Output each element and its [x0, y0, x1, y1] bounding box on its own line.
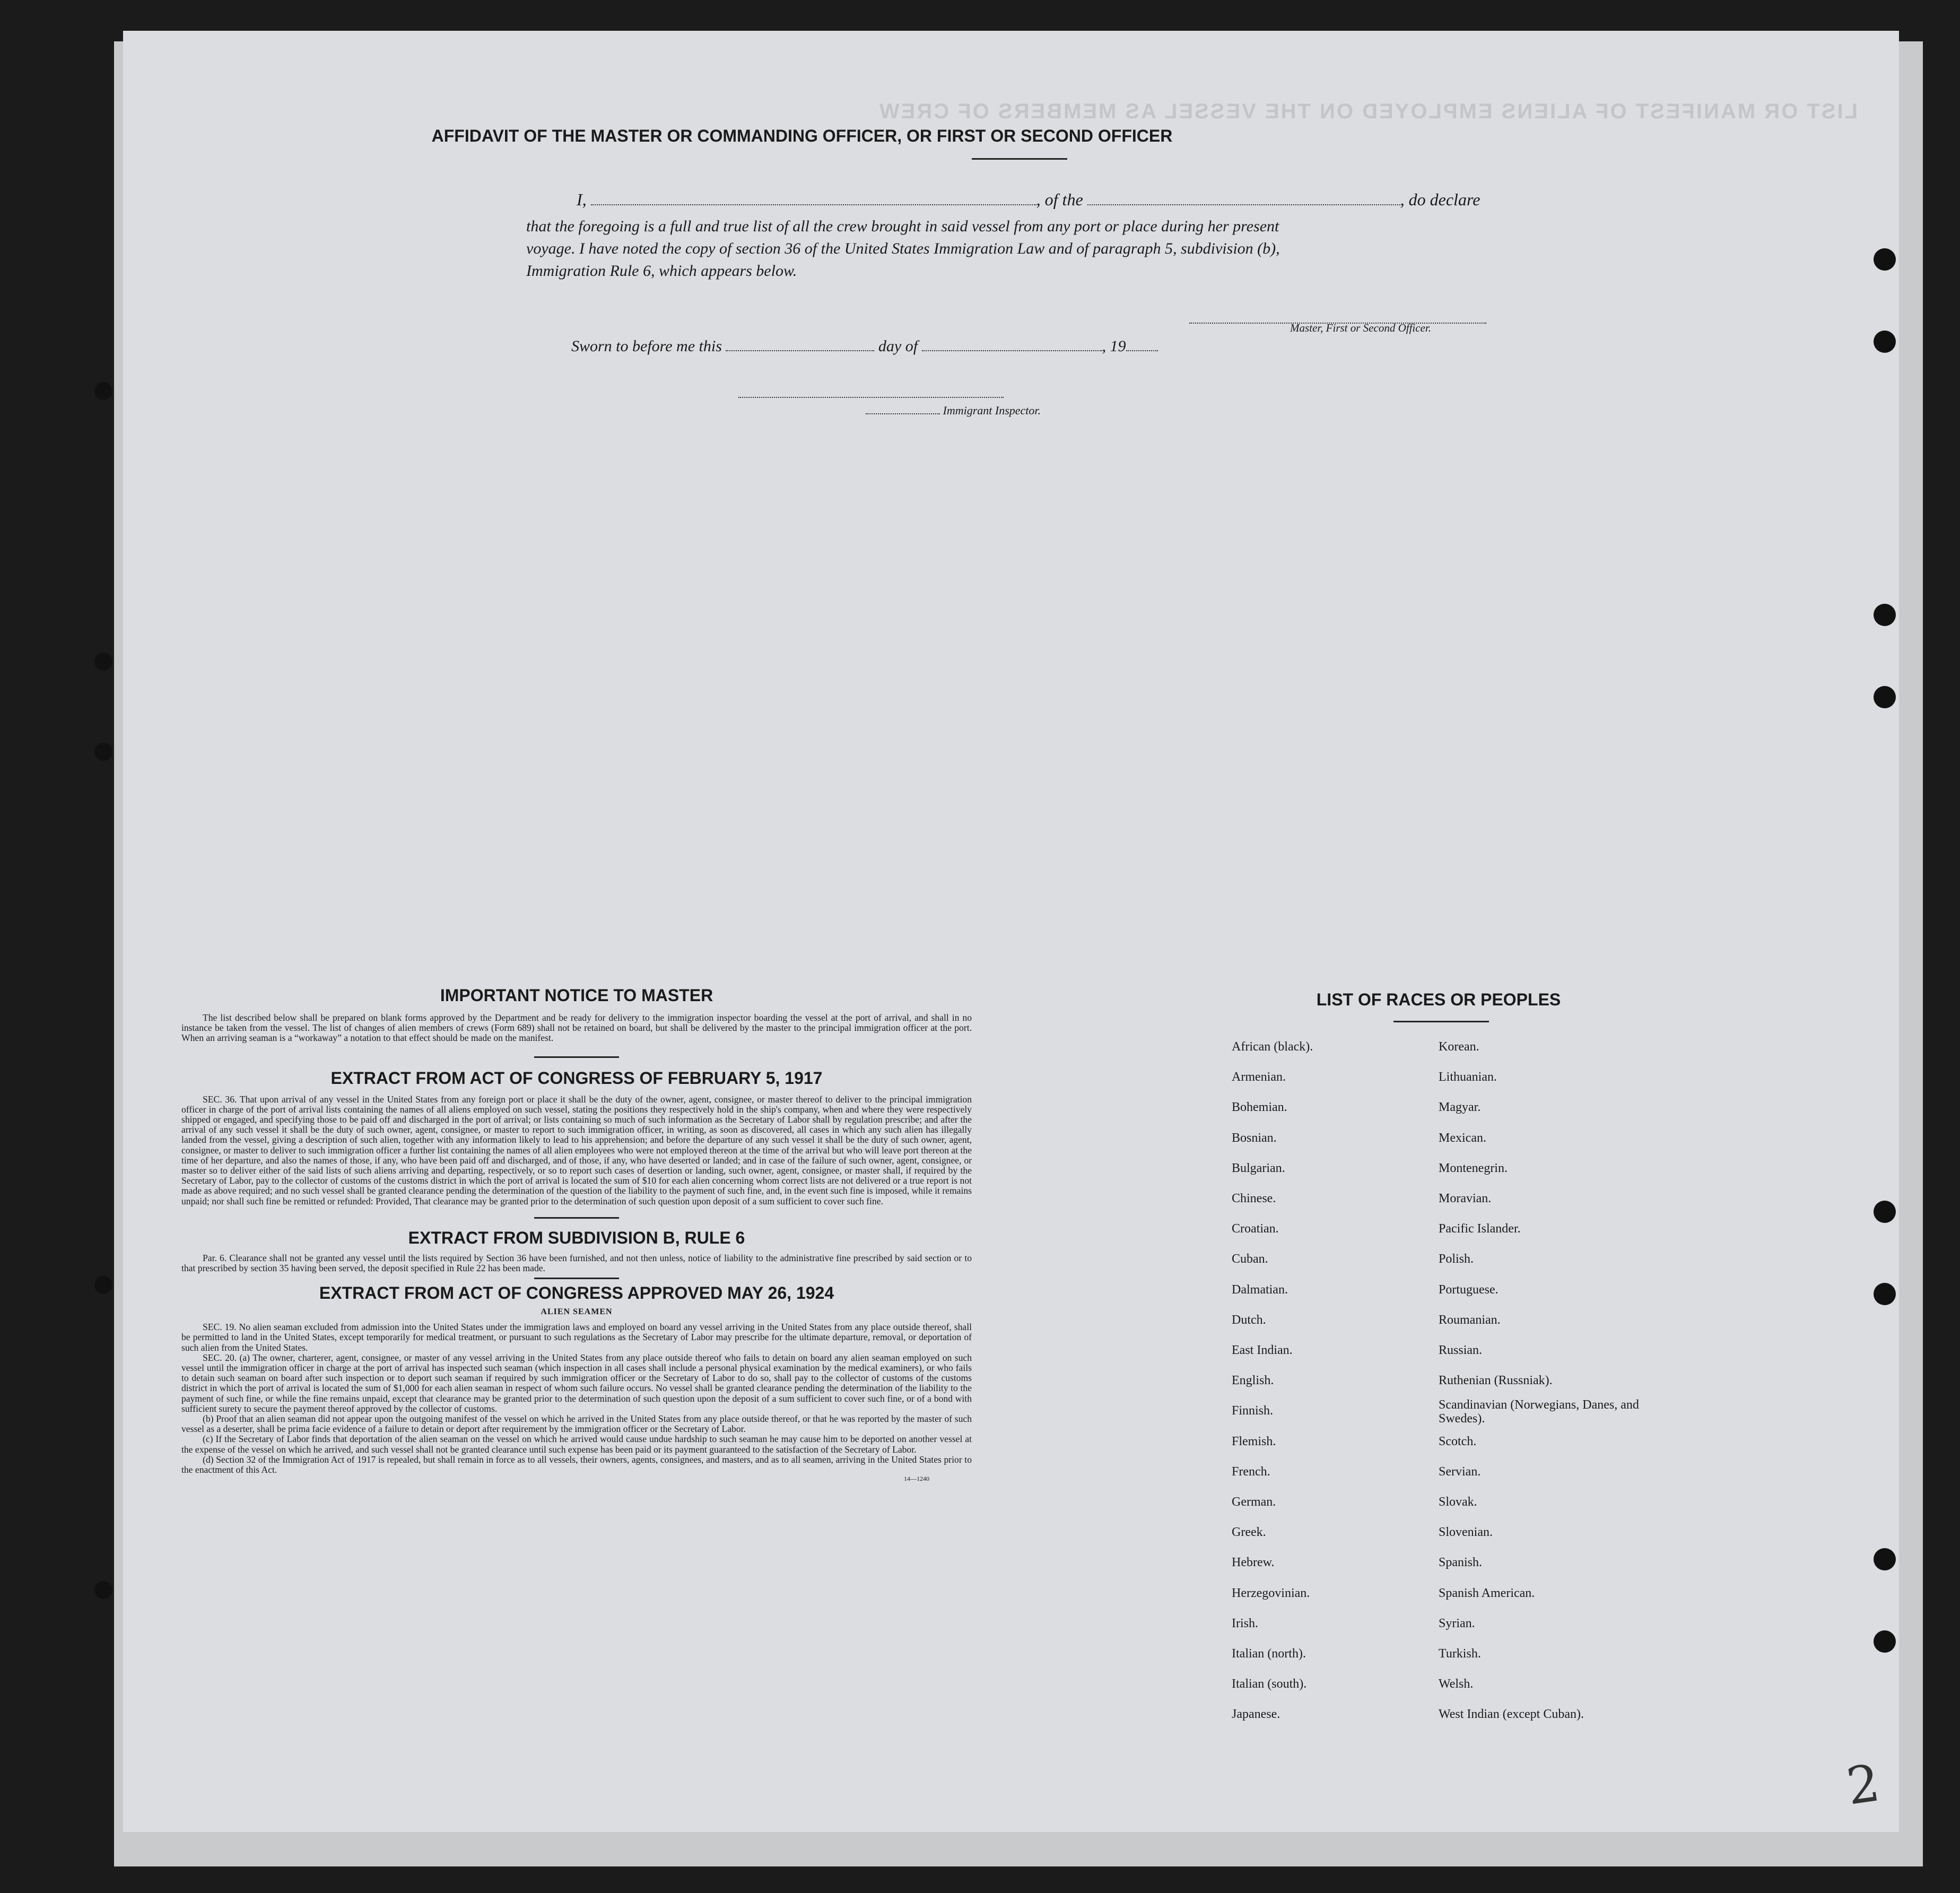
race-item: Spanish American. — [1439, 1586, 1535, 1600]
notice-body: The list described below shall be prepared on blank forms approved by the Department and be ready for delivery to the immigration inspector boarding the vessel at the port of arrival, and shall in no instance be taken from the vessel. The list of changes of alien members of crews (Form 689) shall not be retained on board, but shall be delivered by the master to the principal immigration officer at the port. When an arriving seaman is a “workaway” a notation to that effect should be made on the manifest. — [181, 1012, 972, 1044]
handwritten-page-number: 2 — [1843, 1753, 1884, 1817]
race-item: Russian. — [1439, 1343, 1483, 1358]
race-item: Portuguese. — [1439, 1282, 1499, 1297]
extract-1924-sec20a: SEC. 20. (a) The owner, charterer, agent, consignee, or master of any vessel arriving in the United States from any place outside thereof who fails to detain on board any alien seaman employed on such vessel until the immigration officer in charge at the port of arrival has inspected such seaman (which inspection in all cases shall include a personal physical examination by the medical examiners), or who fails to detain such seaman on board after such inspection or to deport such seaman if required by such immigration officer or the Secretary of Labor to do so, shall pay to the collector of customs of the customs district in which the port of arrival is located the sum of $1,000 for each alien seaman in respect of whom such failure occurs. No vessel shall be granted clearance pending the determination of the liability to the payment of such fine, or while the fine remains unpaid, except that clearance may be granted prior to the determination of such question upon the deposit of a sum sufficient to cover such fine, or of a bond with sufficient surety to secure the payment thereof approved by the collector of customs. — [181, 1352, 972, 1414]
race-item: Bulgarian. — [1232, 1161, 1285, 1175]
race-item: Syrian. — [1439, 1616, 1475, 1630]
race-item: Bosnian. — [1232, 1131, 1277, 1145]
race-item: Montenegrin. — [1439, 1161, 1508, 1175]
race-item: African (black). — [1232, 1040, 1313, 1054]
race-item: Ruthenian (Russniak). — [1439, 1374, 1553, 1388]
race-item: Cuban. — [1232, 1252, 1268, 1266]
race-item: West Indian (except Cuban). — [1439, 1707, 1584, 1722]
race-item: Irish. — [1232, 1616, 1258, 1630]
punch-hole-icon — [1874, 604, 1896, 626]
races-right-list — [1439, 1032, 1640, 1730]
bleed-through-text: LIST OR MANIFEST OF ALIENS EMPLOYED ON THE VESSEL AS MEMBERS OF CREW — [877, 100, 1858, 123]
race-item: English. — [1232, 1374, 1274, 1388]
race-item: Armenian. — [1232, 1070, 1286, 1084]
race-item: Korean. — [1439, 1040, 1479, 1054]
form-number: 14—1240 — [904, 1475, 929, 1483]
punch-hole-icon — [94, 1581, 112, 1599]
inspector-signature-line[interactable] — [738, 386, 1004, 398]
punch-hole-icon — [94, 382, 112, 400]
race-item: Scandinavian (Norwegians, Danes, and Swedes). — [1439, 1398, 1639, 1426]
vessel-field[interactable] — [1087, 204, 1400, 205]
rule6-body: Par. 6. Clearance shall not be granted any vessel until the lists required by Section 36 have been furnished, and not then unless, notice of liability to the administrative fine prescribed by said section or to that prescribed by section 35 having been served, the deposit specified in Rule 22 has been made. — [181, 1252, 972, 1274]
affidavit-line-4: Immigration Rule 6, which appears below. — [526, 262, 797, 280]
race-item: Croatian. — [1232, 1222, 1279, 1236]
manifest-page — [123, 31, 1899, 1832]
affidavit-line-1: I, , of the , do declare — [577, 190, 1480, 209]
race-item: Moravian. — [1439, 1192, 1492, 1206]
race-item: Japanese. — [1232, 1707, 1280, 1722]
race-item: Lithuanian. — [1439, 1070, 1497, 1084]
extract-1924-sec20c: (c) If the Secretary of Labor finds that deportation of the alien seaman on the vessel on which he arrived would cause undue hardship to such seaman he may cause him to be deported on another vessel at the expense of the vessel on which he arrived, and such vessel shall not be granted clearance until such expense has been paid or its payment guaranteed to the satisfaction of the Secretary of Labor. — [181, 1434, 972, 1455]
extract-1917-body: SEC. 36. That upon arrival of any vessel in the United States from any foreign port or place it shall be the duty of the owner, agent, consignee, or master thereof to deliver to the principal immigration officer in charge of the port of arrival lists containing the names of all aliens employed on such vessel, stating the positions they respectively hold in the ship's company, when and where they were respectively shipped or engaged, and specifying those to be paid off and discharged in the port of arrival; or lists containing so much of such information as the Secretary of Labor shall by regulation prescribe; and after the arrival of any such vessel it shall be the duty of such owner, agent, consignee, or master to report to such immigration officer, in writing, as soon as discovered, all cases in which any such alien has illegally landed from the vessel, giving a description of such alien, together with any information likely to lead to his apprehension; and before the departure of any such vessel it shall be the duty of such owner, agent, consignee, or master to deliver to such immigration officer a further list containing the names of all alien employees who were not employed thereon at the time of the arrival but who will leave port thereon at the time of her departure, and also the names of those, if any, who have been paid off and discharged, and of those, if any, who have deserted or landed; and in case of the failure of such owner, agent, consignee, or master so to deliver either of the said lists of such aliens arriving and departing, respectively, or so to report such cases of desertion or landing, such owner, agent, consignee, or master shall, if required by the Secretary of Labor, pay to the collector of customs of the customs district in which the port of arrival is located the sum of $10 for each alien concerning whom correct lists are not delivered or a true report is not made as above required; and no such vessel shall be granted clearance pending the determination of the question of the liability to the payment of such fine, and, in the event such fine is imposed, while it remains unpaid; nor shall such fine be remitted or refunded: Provided, That clearance may be granted prior to the determination of such question upon deposit of a sum sufficient to cover such fine. — [181, 1093, 972, 1206]
affidavit-title: AFFIDAVIT OF THE MASTER OR COMMANDING OFFICER, OR FIRST OR SECOND OFFICER — [431, 126, 1173, 145]
race-item: Italian (north). — [1232, 1647, 1306, 1661]
extract-1924-sec19: SEC. 19. No alien seaman excluded from admission into the United States under the immigration laws and employed on board any vessel arriving in the United States from any place outside thereof, shall be permitted to land in the United States, except temporarily for medical treatment, or pursuant to such regulations as the Secretary of Labor may prescribe for the ultimate departure, removal, or deportation of such alien from the United States. — [181, 1322, 972, 1353]
races-left-list — [1232, 1032, 1433, 1730]
race-item: Greek. — [1232, 1525, 1266, 1540]
extract-1924-sec20d: (d) Section 32 of the Immigration Act of 1917 is repealed, but shall remain in force as to all vessels, their owners, agents, consignees, and masters, and as to all seamen, arriving in the United States prior to the enactment of this Act. — [181, 1454, 972, 1475]
race-item: Turkish. — [1439, 1647, 1481, 1661]
race-item: Pacific Islander. — [1439, 1222, 1521, 1236]
race-item: Bohemian. — [1232, 1100, 1287, 1115]
race-item: Magyar. — [1439, 1100, 1481, 1115]
extract-1924-title: EXTRACT FROM ACT OF CONGRESS APPROVED MAY 26, 1924 — [319, 1283, 834, 1303]
race-item: Roumanian. — [1439, 1313, 1501, 1327]
extract-1924-sec20b: (b) Proof that an alien seaman did not appear upon the outgoing manifest of the vessel on which he arrived in the United States from any place outside thereof, or that he was reported by the master of such vessel as a deserter, shall be prima facie evidence of a failure to detain or deport after requirement by the immigration officer or the Secretary of Labor. — [181, 1413, 972, 1435]
divider — [534, 1056, 619, 1058]
punch-hole-icon — [1874, 1201, 1896, 1223]
race-item: Flemish. — [1232, 1434, 1276, 1448]
rule6-title: EXTRACT FROM SUBDIVISION B, RULE 6 — [408, 1228, 745, 1247]
punch-hole-icon — [1874, 1630, 1896, 1653]
extract-1917-title: EXTRACT FROM ACT OF CONGRESS OF FEBRUARY 5, 1917 — [330, 1068, 823, 1088]
notices-column — [181, 986, 972, 1483]
race-item: Chinese. — [1232, 1192, 1276, 1206]
inspector-dots — [866, 413, 940, 414]
affidavit-line-2: that the foregoing is a full and true list of all the crew brought in said vessel from any port or place during her present — [526, 218, 1279, 235]
sworn-day-field[interactable] — [726, 350, 874, 351]
race-item: Servian. — [1439, 1464, 1481, 1479]
race-item: Italian (south). — [1232, 1677, 1307, 1691]
sworn-month-field[interactable] — [922, 350, 1102, 351]
punch-hole-icon — [1874, 331, 1896, 353]
sworn-year-field[interactable] — [1126, 350, 1158, 351]
race-item: Scotch. — [1439, 1434, 1477, 1448]
sworn-line: Sworn to before me this day of , 19 — [571, 337, 1158, 355]
punch-hole-icon — [1874, 248, 1896, 271]
affidavit-line-3: voyage. I have noted the copy of section 36 of the United States Immigration Law and of paragraph 5, subdivision (b), — [526, 240, 1280, 257]
extract-1924-subtitle: ALIEN SEAMEN — [541, 1307, 613, 1317]
race-item: Slovak. — [1439, 1495, 1477, 1509]
race-item: Polish. — [1439, 1252, 1474, 1266]
race-item: Dalmatian. — [1232, 1282, 1288, 1297]
notice-title: IMPORTANT NOTICE TO MASTER — [440, 986, 713, 1005]
punch-hole-icon — [1874, 1283, 1896, 1305]
races-divider — [1393, 1021, 1489, 1022]
divider — [534, 1217, 619, 1219]
punch-hole-icon — [94, 653, 112, 671]
race-item: German. — [1232, 1495, 1276, 1509]
race-item: Hebrew. — [1232, 1556, 1275, 1570]
race-item: Spanish. — [1439, 1556, 1483, 1570]
race-item: Mexican. — [1439, 1131, 1486, 1145]
race-item: Slovenian. — [1439, 1525, 1493, 1540]
race-item: Welsh. — [1439, 1677, 1474, 1691]
race-item: Dutch. — [1232, 1313, 1266, 1327]
punch-hole-icon — [94, 743, 112, 761]
affidavit-divider — [972, 158, 1067, 160]
race-item: East Indian. — [1232, 1343, 1293, 1358]
race-item: French. — [1232, 1464, 1270, 1479]
punch-hole-icon — [1874, 1548, 1896, 1570]
name-field[interactable] — [591, 204, 1036, 205]
master-signature-label: Master, First or Second Officer. — [1290, 322, 1431, 334]
race-item: Herzegovinian. — [1232, 1586, 1310, 1600]
inspector-line: Immigrant Inspector. — [866, 404, 1041, 418]
punch-hole-icon — [94, 1276, 112, 1294]
race-item: Finnish. — [1232, 1404, 1274, 1418]
races-title: LIST OF RACES OR PEOPLES — [1316, 990, 1561, 1009]
divider — [534, 1278, 619, 1279]
punch-hole-icon — [1874, 686, 1896, 708]
